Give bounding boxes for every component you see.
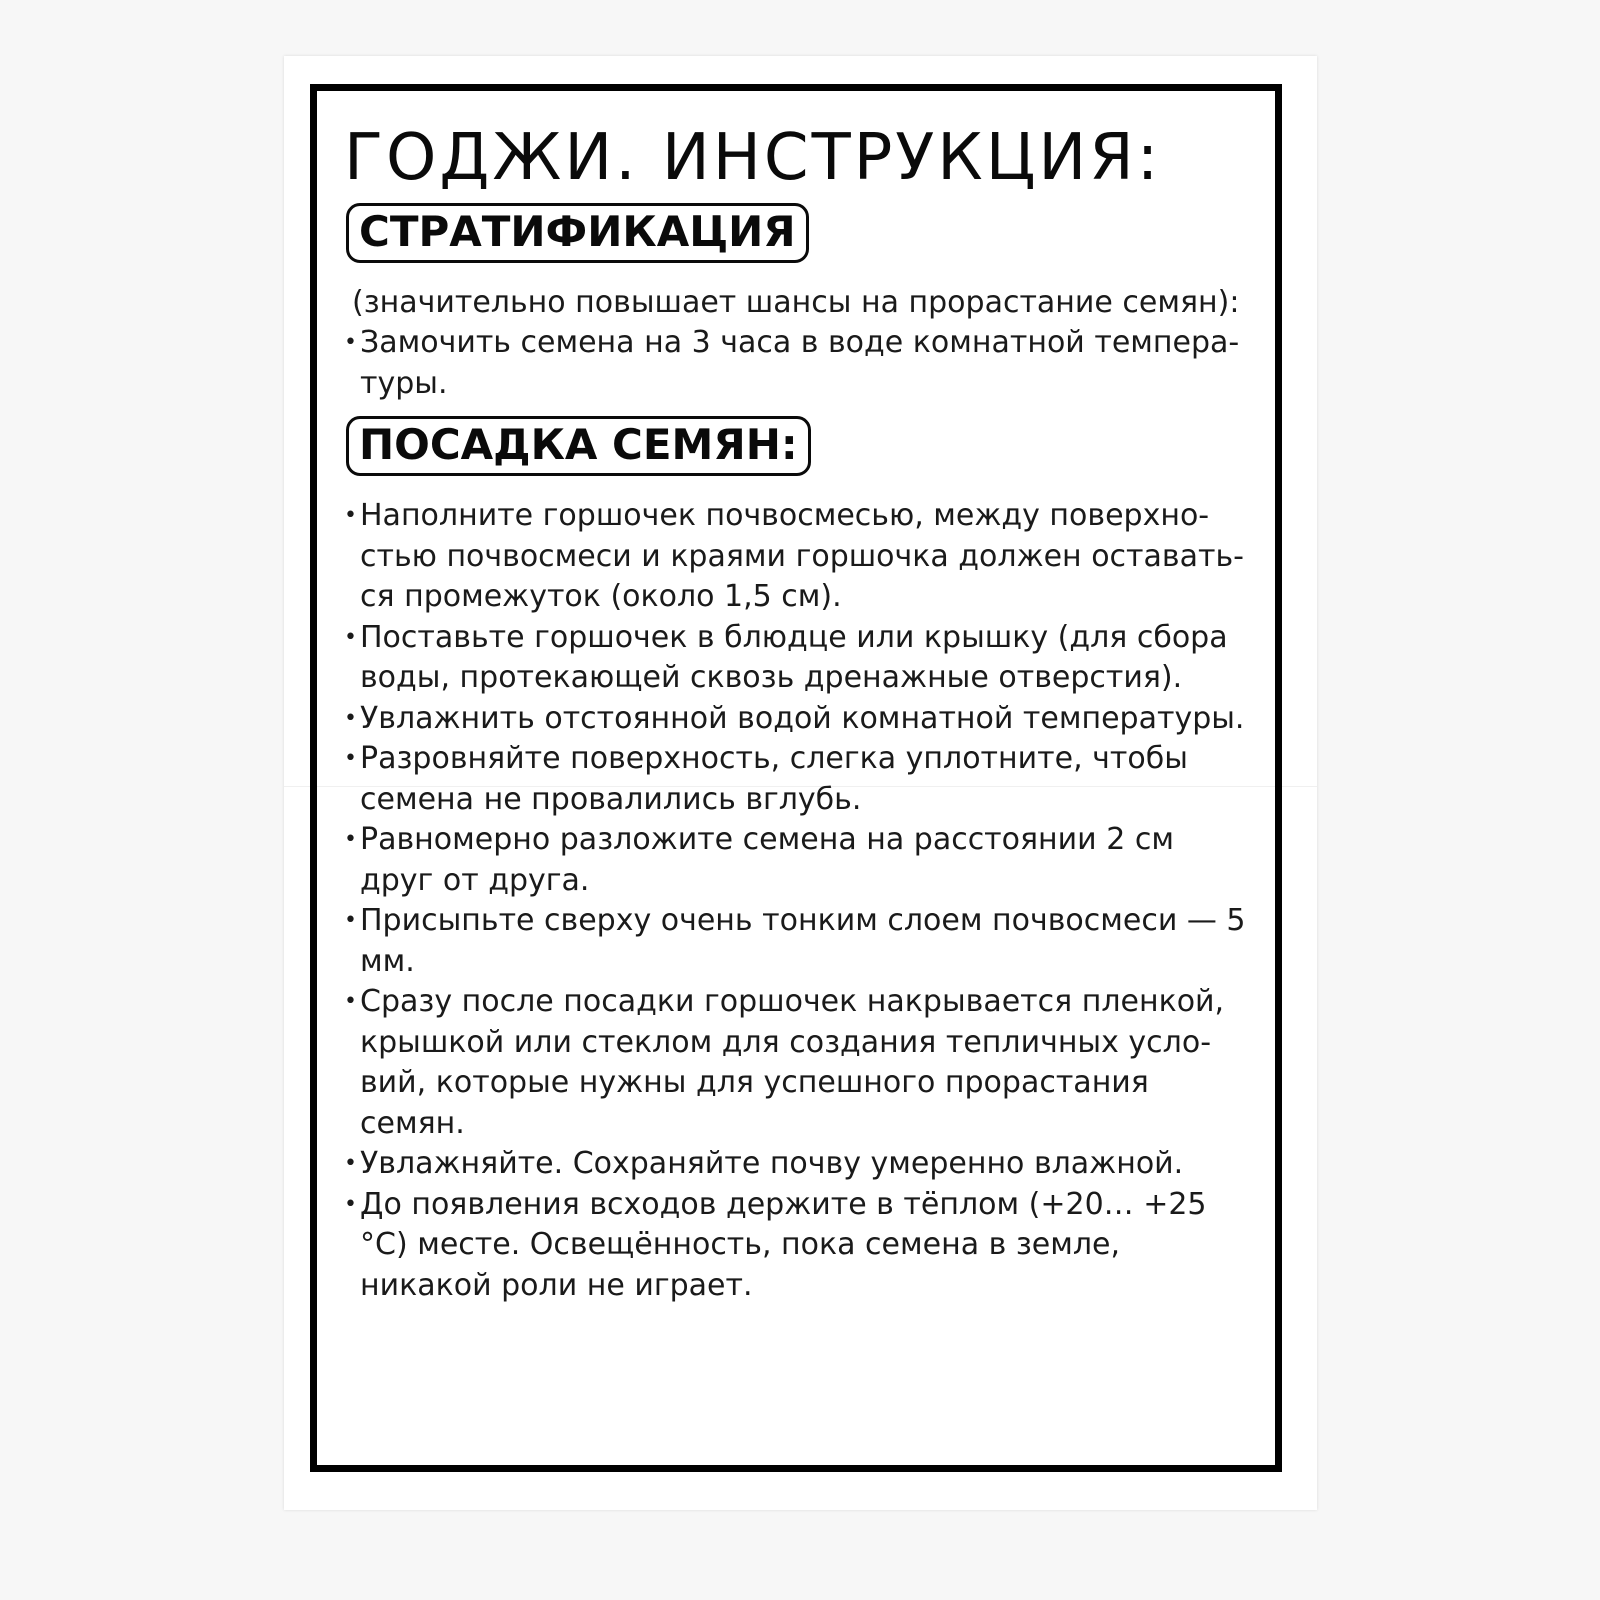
document-content xyxy=(344,115,1249,1306)
list-item: • Замочить семена на 3 часа в воде комнатной темпера-туры. xyxy=(344,323,1249,404)
planting-heading: ПОСАДКА СЕМЯН: xyxy=(346,416,811,476)
list-item: • Увлажняйте. Сохраняйте почву умеренно влажной. xyxy=(344,1144,1249,1185)
planting-list xyxy=(344,496,1249,1306)
document-frame xyxy=(310,84,1282,1472)
stratification-heading: СТРАТИФИКАЦИЯ xyxy=(346,203,809,263)
list-item: • Присыпьте сверху очень тонким слоем почвосмеси — 5 мм. xyxy=(344,901,1249,982)
list-item: • Увлажнить отстоянной водой комнатной температуры. xyxy=(344,699,1249,740)
list-item: • Наполните горшочек почвосмесью, между поверхно-стью почвосмеси и краями горшочка должен оставать-ся промежуток (около 1,5 см). xyxy=(344,496,1249,618)
stratification-list xyxy=(344,323,1249,404)
list-item: • Поставьте горшочек в блюдце или крышку (для сбора воды, протекающей сквозь дренажные отверстия). xyxy=(344,618,1249,699)
list-item: • Разровняйте поверхность, слегка уплотните, чтобы семена не провалились вглубь. xyxy=(344,739,1249,820)
instruction-sheet xyxy=(284,56,1317,1510)
document-title: ГОДЖИ. ИНСТРУКЦИЯ: xyxy=(344,121,1162,195)
stratification-intro: (значительно повышает шансы на прорастание семян): xyxy=(352,285,1240,320)
list-item: • До появления всходов держите в тёплом (+20… +25 °C) месте. Освещённость, пока семена в земле, никакой роли не играет. xyxy=(344,1185,1249,1307)
list-item: • Равномерно разложите семена на расстоянии 2 см друг от друга. xyxy=(344,820,1249,901)
list-item: • Сразу после посадки горшочек накрывается пленкой, крышкой или стеклом для создания тепличных усло-вий, которые нужны для успешного прорастания семян. xyxy=(344,982,1249,1144)
